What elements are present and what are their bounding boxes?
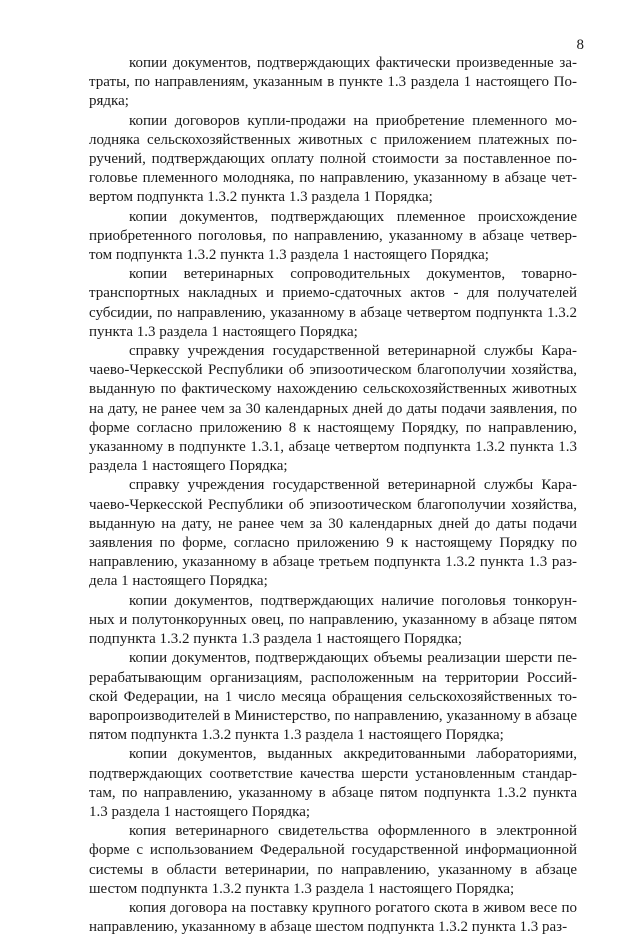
paragraph-10: копия ветеринарного свидетельства оформленного в электронной форме с использованием Федеральной государственной информационной системы в области ветеринарии, по направлению, указанному в абзаце шестом подпункта 1.3.2 пункта 1.3 раздела 1 настоящего Порядка; — [89, 823, 577, 897]
page-number: 8 — [576, 37, 584, 53]
paragraph-7: копии документов, подтверждающих наличие поголовья тонкорунных и полутонкорунных овец, по направлению, указанному в абзаце пятом подпункта 1.3.2 пункта 1.3 раздела 1 настоящего Порядка; — [89, 592, 577, 648]
document-body — [89, 54, 577, 937]
paragraph-6: справку учреждения государственной ветеринарной службы Карачаево-Черкесской Республики об эпизоотическом благополучии хозяйства, выданную на дату, не ранее чем за 30 календарных дней до даты подачи заявления по форме, согласно приложению 9 к настоящему Порядку по направлению, указанному в абзаце третьем подпункта 1.3.2 пункта 1.3 раздела 1 настоящего Порядка; — [89, 477, 577, 590]
paragraph-3: копии документов, подтверждающих племенное происхождение приобретенного поголовья, по направлению, указанному в абзаце четвертом подпункта 1.3.2 пункта 1.3 раздела 1 настоящего Порядка; — [89, 208, 577, 264]
paragraph-11: копия договора на поставку крупного рогатого скота в живом весе по направлению, указанному в абзаце шестом подпункта 1.3.2 пункта 1.3 раз- — [89, 899, 577, 936]
paragraph-9: копии документов, выданных аккредитованными лабораториями, подтверждающих соответствие качества шерсти установленным стандартам, по направлению, указанному в абзаце пятом подпункта 1.3.2 пункта 1.3 раздела 1 настоящего Порядка; — [89, 746, 577, 820]
paragraph-2: копии договоров купли-продажи на приобретение племенного молодняка сельскохозяйственных животных с приложением платежных поручений, подтверждающих оплату полной стоимости за поставленное поголовье племенного молодняка, по направлению, указанному в абзаце четвертом подпункта 1.3.2 пункта 1.3 раздела 1 Порядка; — [89, 112, 577, 206]
paragraph-8: копии документов, подтверждающих объемы реализации шерсти перерабатывающим организациям, расположенным на территории Российской Федерации, на 1 число месяца обращения сельскохозяйственных товаропроизводителей в Министерство, по направлению, указанному в абзаце пятом подпункта 1.3.2 пункта 1.3 раздела 1 настоящего Порядка; — [89, 650, 577, 744]
paragraph-4: копии ветеринарных сопроводительных документов, товарнотранспортных накладных и приемо-сдаточных актов - для получателей субсидии, по направлению, указанному в абзаце четвертом подпункта 1.3.2 пункта 1.3 раздела 1 настоящего Порядка; — [89, 266, 577, 340]
paragraph-5: справку учреждения государственной ветеринарной службы Карачаево-Черкесской Республики об эпизоотическом благополучии хозяйства, выданную по фактическому нахождению сельскохозяйственных животных на дату, не ранее чем за 30 календарных дней до даты подачи заявления, по форме согласно приложению 8 к настоящему Порядку, по направлению, указанному в подпункте 1.3.1, абзаце четвертом подпункта 1.3.2 пункта 1.3 раздела 1 настоящего Порядка; — [89, 343, 577, 475]
paragraph-1: копии документов, подтверждающих фактически произведенные затраты, по направлениям, указанным в пункте 1.3 раздела 1 настоящего Порядка; — [89, 55, 577, 110]
